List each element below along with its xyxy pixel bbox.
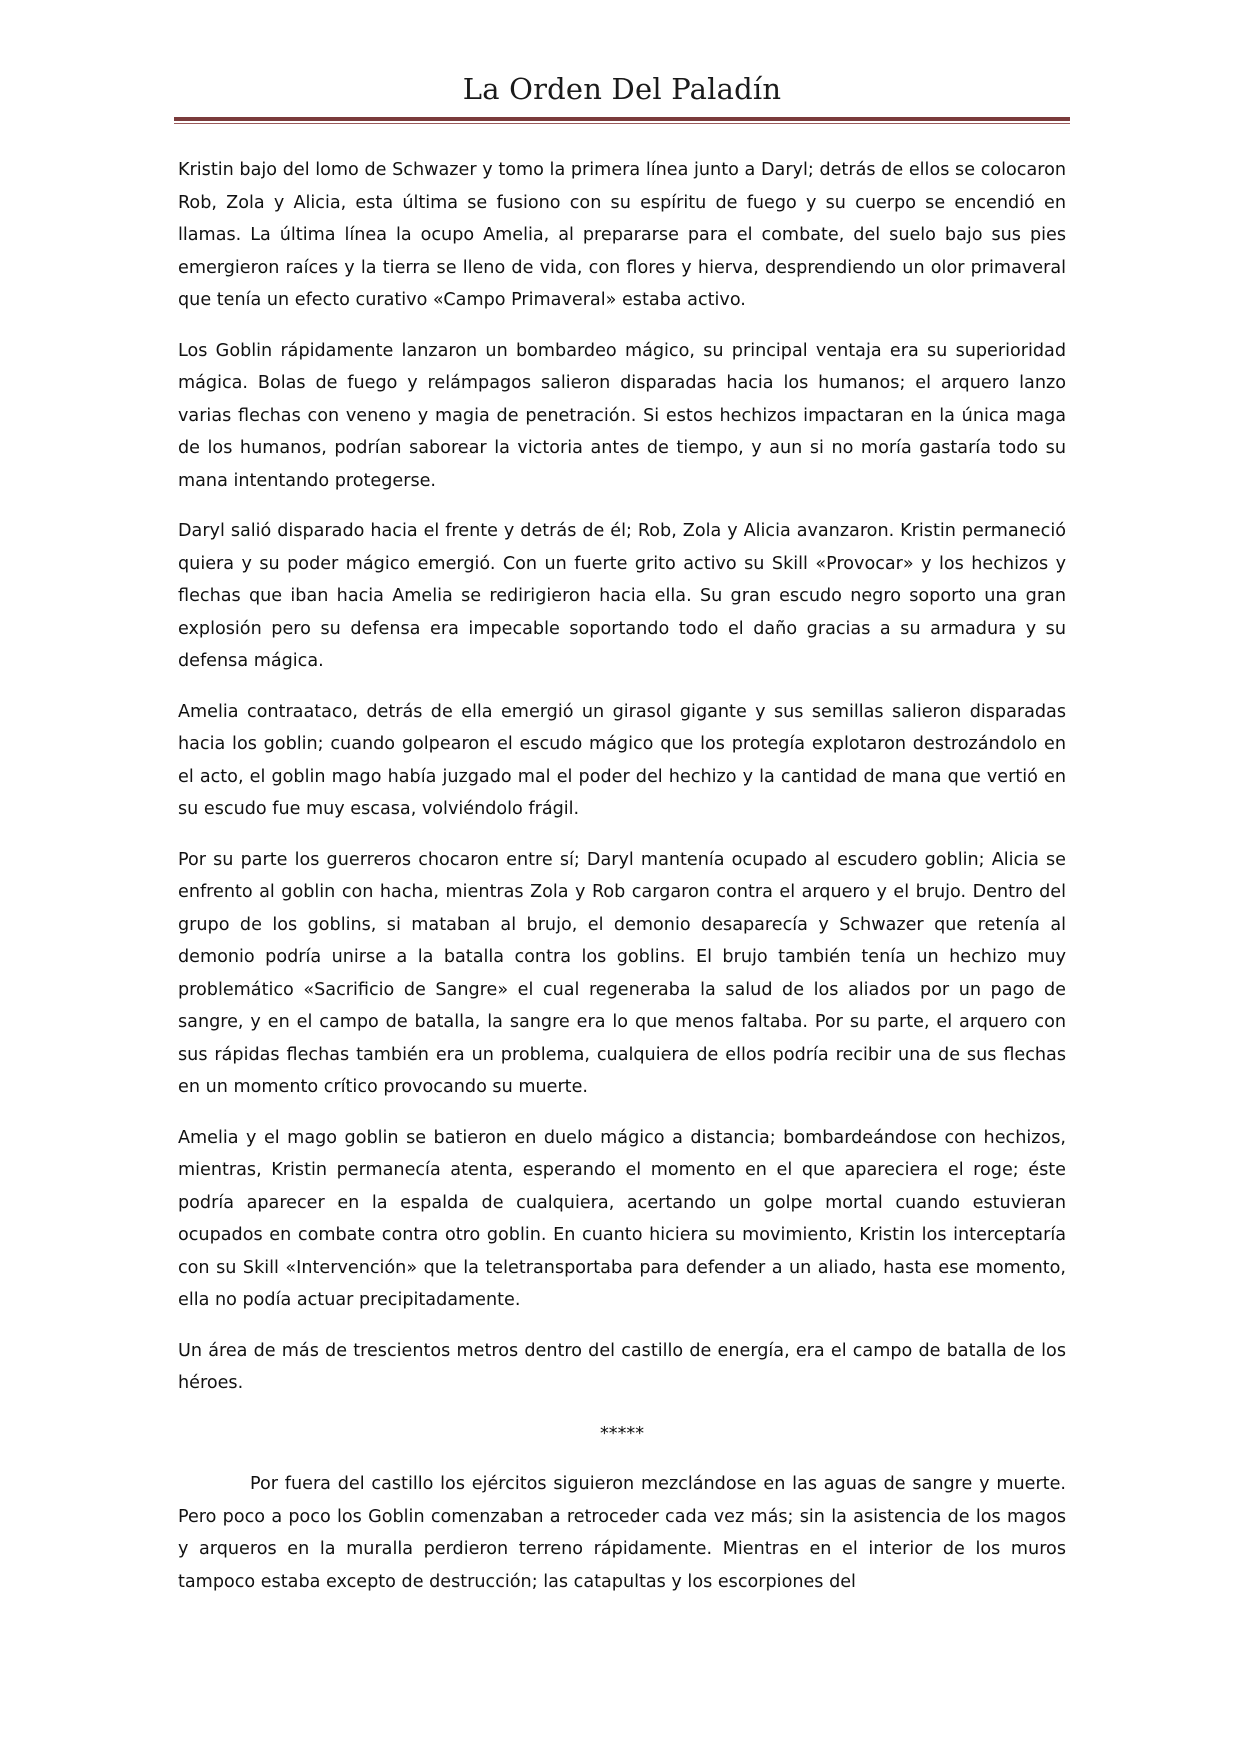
body-text <box>178 154 1066 1616</box>
paragraph-final: Por fuera del castillo los ejércitos siguieron mezclándose en las aguas de sangre y muerte. Pero poco a poco los Goblin comenzaban a retroceder cada vez más; sin la asistencia de los magos y arqueros en la muralla perdieron terreno rápidamente. Mientras en el interior de los muros tampoco estaba excepto de destrucción; las catapultas y los escorpiones del <box>178 1474 1066 1592</box>
header-rule-thin <box>174 123 1070 124</box>
paragraph: Por su parte los guerreros chocaron entre sí; Daryl mantenía ocupado al escudero goblin; Alicia se enfrento al goblin con hacha, mientras Zola y Rob cargaron contra el arquero y el brujo. Dentro del grupo de los goblins, si mataban al brujo, el demonio desaparecía y Schwazer que retenía al demonio podría unirse a la batalla contra los goblins. El brujo también tenía un hechizo muy problemático «Sacrificio de Sangre» el cual regeneraba la salud de los aliados por un pago de sangre, y en el campo de batalla, la sangre era lo que menos faltaba. Por su parte, el arquero con sus rápidas flechas también era un problema, cualquiera de ellos podría recibir una de sus flechas en un momento crítico provocando su muerte. <box>178 849 1066 1097</box>
paragraph: Un área de más de trescientos metros dentro del castillo de energía, era el campo de batalla de los héroes. <box>178 1340 1066 1393</box>
header-rule-thick <box>174 117 1070 121</box>
paragraph: Daryl salió disparado hacia el frente y detrás de él; Rob, Zola y Alicia avanzaron. Kristin permaneció quiera y su poder mágico emergió. Con un fuerte grito activo su Skill «Provocar» y los hechizos y flechas que iban hacia Amelia se redirigieron hacia ella. Su gran escudo negro soporto una gran explosión pero su defensa era impecable soportando todo el daño gracias a su armadura y su defensa mágica. <box>178 521 1066 671</box>
paragraph: Kristin bajo del lomo de Schwazer y tomo la primera línea junto a Daryl; detrás de ellos se colocaron Rob, Zola y Alicia, esta última se fusiono con su espíritu de fuego y su cuerpo se encendió en llamas. La última línea la ocupo Amelia, al prepararse para el combate, del suelo bajo sus pies emergieron raíces y la tierra se lleno de vida, con flores y hierva, desprendiendo un olor primaveral que tenía un efecto curativo «Campo Primaveral» estaba activo. <box>178 160 1066 310</box>
header-title: La Orden Del Paladín <box>462 72 782 106</box>
paragraph: Amelia y el mago goblin se batieron en duelo mágico a distancia; bombardeándose con hechizos, mientras, Kristin permanecía atenta, esperando el momento en el que apareciera el roge; éste podría aparecer en la espalda de cualquiera, acertando un golpe mortal cuando estuvieran ocupados en combate contra otro goblin. En cuanto hiciera su movimiento, Kristin los interceptaría con su Skill «Intervención» que la teletransportaba para defender a un aliado, hasta ese momento, ella no podía actuar precipitadamente. <box>178 1127 1066 1310</box>
paragraph: Los Goblin rápidamente lanzaron un bombardeo mágico, su principal ventaja era su superioridad mágica. Bolas de fuego y relámpagos salieron disparadas hacia los humanos; el arquero lanzo varias flechas con veneno y magia de penetración. Si estos hechizos impactaran en la única maga de los humanos, podrían saborear la victoria antes de tiempo, y aun si no moría gastaría todo su mana intentando protegerse. <box>178 340 1066 491</box>
section-separator: ***** <box>600 1423 644 1444</box>
paragraph: Amelia contraataco, detrás de ella emergió un girasol gigante y sus semillas salieron disparadas hacia los goblin; cuando golpearon el escudo mágico que los protegía explotaron destrozándolo en el acto, el goblin mago había juzgado mal el poder del hechizo y la cantidad de mana que vertió en su escudo fue muy escasa, volviéndolo frágil. <box>178 701 1066 819</box>
page-header <box>174 72 1070 107</box>
